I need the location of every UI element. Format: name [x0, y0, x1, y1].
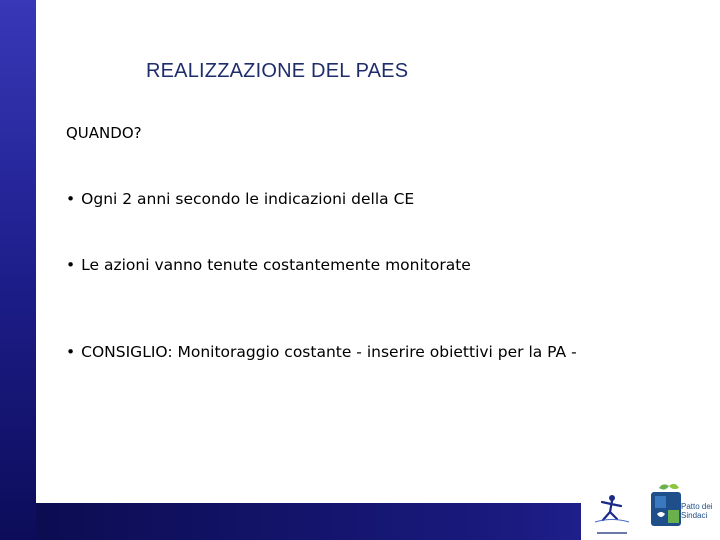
- athlete-logo-icon: [589, 490, 635, 538]
- bullet-icon: •: [66, 190, 76, 208]
- slide-subtitle: QUANDO?: [66, 124, 142, 142]
- patto-sindaci-wordmark: [681, 502, 713, 520]
- logo-name-line2: Sindaci: [681, 511, 708, 520]
- bullet-text-3: CONSIGLIO: Monitoraggio costante - inserire obiettivi per la PA -: [81, 343, 577, 361]
- logo-name-line1: Patto dei: [681, 502, 713, 511]
- left-decorative-bar: [0, 0, 36, 540]
- bullet-text-2: Le azioni vanno tenute costantemente monitorate: [81, 256, 471, 274]
- slide-title: REALIZZAZIONE DEL PAES: [146, 60, 409, 82]
- bullet-item-3: [66, 343, 577, 361]
- bullet-icon: •: [66, 256, 76, 274]
- footer-logos: [581, 482, 720, 540]
- bullet-icon: •: [66, 343, 76, 361]
- bullet-item-2: [66, 256, 471, 274]
- bullet-text-1: Ogni 2 anni secondo le indicazioni della CE: [81, 190, 415, 208]
- bullet-item-1: [66, 190, 414, 208]
